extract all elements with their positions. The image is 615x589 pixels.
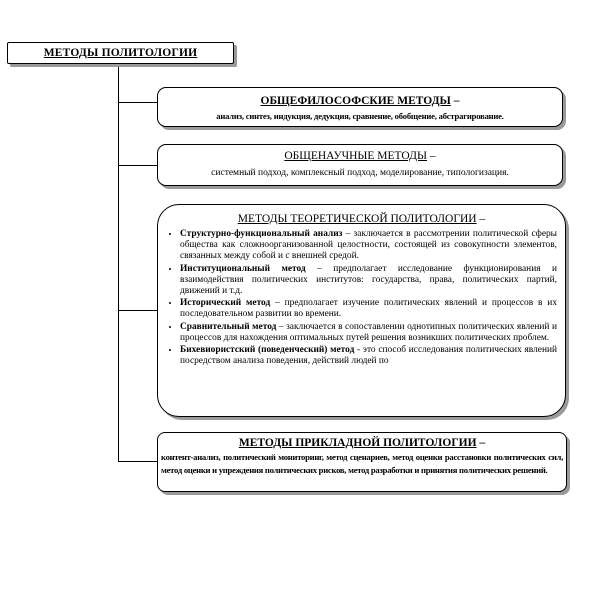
block-header: ОБЩЕНАУЧНЫЕ МЕТОДЫ [284,150,428,162]
block-text: контент-анализ, политический мониторинг, метод сценариев, метод оценки расстановки политических сил, метод оценки и упреждения политических рисков, метод разработки и принятия политических решений. [161,452,563,475]
list-item: • Институциональный метод – предполагает исследование функционирования и взаимодействия политических институтов: государства, права, политических партий, движений и т.д. [180,264,557,298]
block-header: МЕТОДЫ ПРИКЛАДНОЙ ПОЛИТОЛОГИИ [238,437,477,449]
connector-trunk [118,64,119,461]
connector-2 [118,165,157,166]
root-title: МЕТОДЫ ПОЛИТОЛОГИИ [43,47,198,59]
block-header: МЕТОДЫ ТЕОРЕТИЧЕСКОЙ ПОЛИТОЛОГИИ [237,213,477,225]
block-applied: МЕТОДЫ ПРИКЛАДНОЙ ПОЛИТОЛОГИИ – контент-анализ, политический мониторинг, метод сценариев, метод оценки расстановки политических сил, метод оценки и упреждения политических рисков, метод разработки и принятия политических решений. [157,432,567,492]
list-item: • Бихевиористский (поведенческий) метод - это способ исследования политических явлений посредством анализа поведения, действий людей по [180,345,557,367]
block-text: системный подход, комплексный подход, моделирование, типологизация. [211,168,509,178]
connector-3 [118,310,157,311]
list-item: • Структурно-функциональный анализ – заключается в рассмотрении политической сферы общества как сложноорганизованной целостности, состоящей из совокупности элементов, связанных между собой и с внешней средой. [180,229,557,263]
block-header: ОБЩЕФИЛОСОФСКИЕ МЕТОДЫ [260,95,451,107]
block-text: анализ, синтез, индукция, дедукция, сравнение, обобщение, абстрагирование. [216,111,504,121]
method-list [158,229,565,367]
list-item: • Исторический метод – предполагает изучение политических явлений и процессов в их последовательном развитии во времени. [180,298,557,320]
block-general-philosophical: ОБЩЕФИЛОСОФСКИЕ МЕТОДЫ – анализ, синтез, индукция, дедукция, сравнение, обобщение, абстрагирование. [157,87,563,127]
block-general-scientific: ОБЩЕНАУЧНЫЕ МЕТОДЫ – системный подход, комплексный подход, моделирование, типологизация. [157,144,563,186]
list-item: • Сравнительный метод – заключается в сопоставлении однотипных политических явлений и процессов для нахождения оптимальных путей решения возникших политических проблем. [180,322,557,344]
connector-4 [118,461,157,462]
block-theoretical: МЕТОДЫ ТЕОРЕТИЧЕСКОЙ ПОЛИТОЛОГИИ – • Структурно-функциональный анализ – заключается в рассмотрении политической сферы общества как сложноорганизованной целостности, состоящей из совокупности элементов, связанных между собой и с внешней средой. • Институциональный метод – предполагает исследование функционирования и взаимодействия политических институтов: государства, права, политических партий, движений и т.д. • Исторический метод – предполагает изучение политических явлений и процессов в их последовательном развитии во времени. • Сравнительный метод – заключается в сопоставлении однотипных политических явлений и процессов для нахождения оптимальных путей решения возникших политических проблем. • Бихевиористский (поведенческий) метод - это способ исследования политических явлений посредством анализа поведения, действий людей по [157,204,566,417]
root-title-box [7,42,234,64]
connector-1 [118,102,157,103]
